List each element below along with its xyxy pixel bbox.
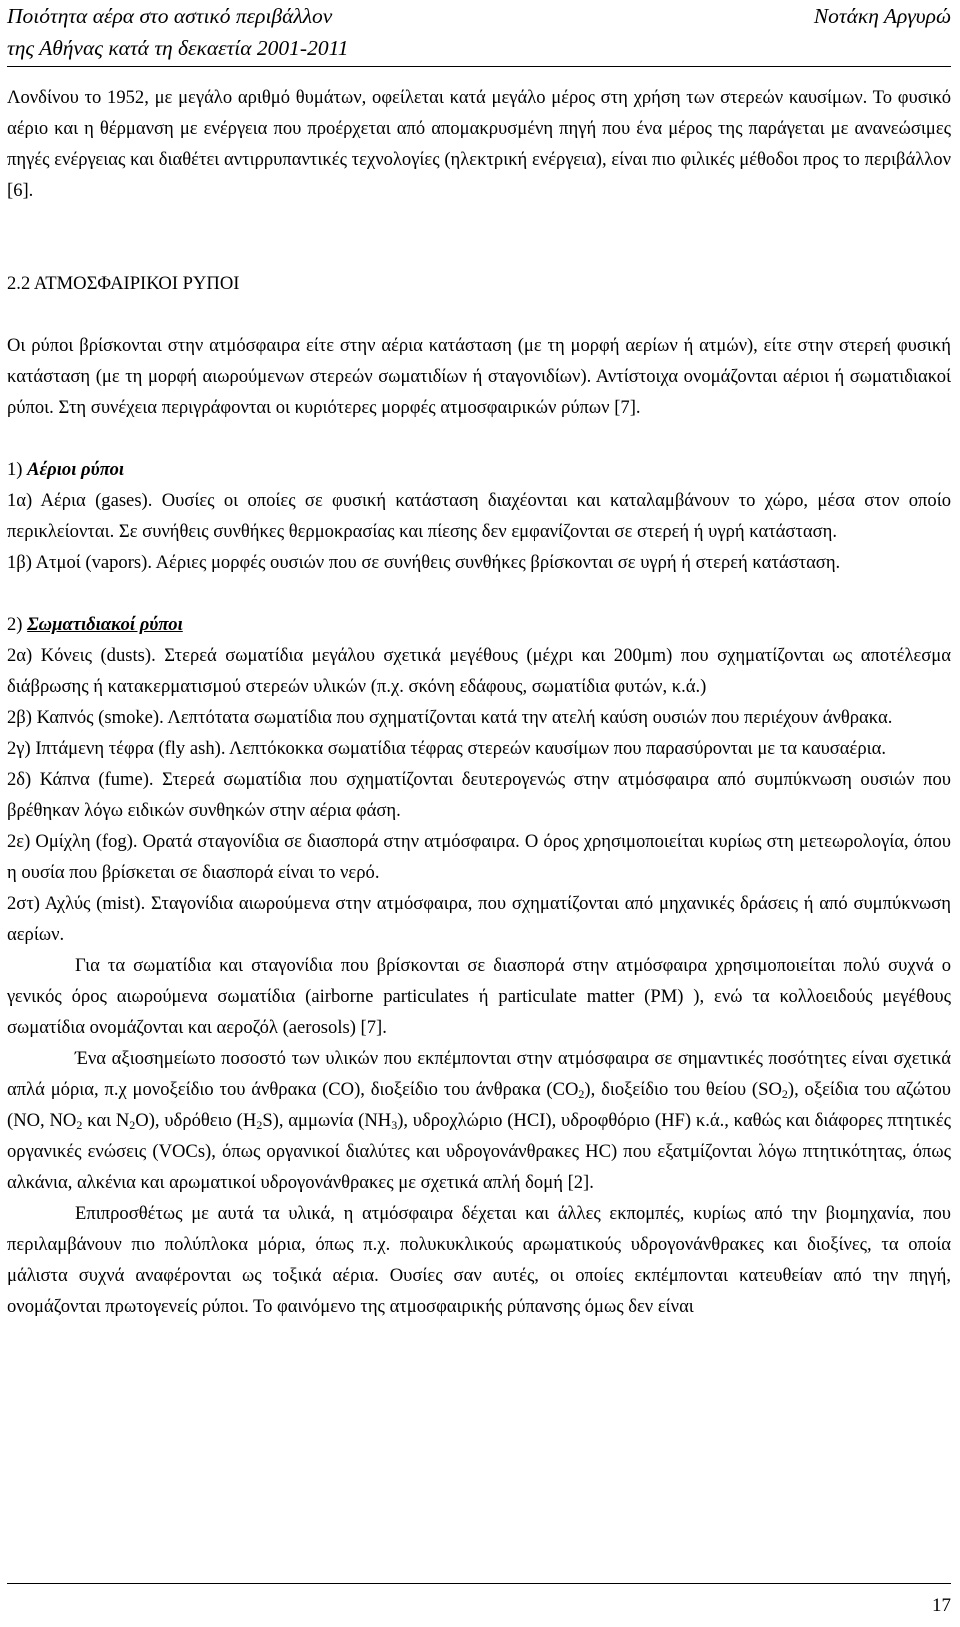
subscript: 2 (76, 1118, 83, 1132)
text-run: ), υδροχλώριο (HCI), υδροφθόριο (HF) κ.ά., καθώς και διάφορες πτητικές οργανικές ενώσεις (VOCs), όπως οργανικοί διαλύτες και υδρογονάνθρακες HC) που εξατμίζονται λόγω πτητικότητας, όπως αλκάνια, αλκένια και αρωματικοί υδρογονάνθρακες με σχετικά απλή δομή [2]. (7, 1110, 951, 1193)
paragraph-section-intro: Οι ρύποι βρίσκονται στην ατμόσφαιρα είτε στην αέρια κατάσταση (με τη μορφή αερίων ή ατμών), είτε στην στερεή φυσική κατάσταση (με τη μορφή αιωρούμενων στερεών σωματιδίων ή σταγονιδίων). Αντίστοιχα ονομάζονται αέριοι ή σωματιδιακοί ρύποι. Στη συνέχεια περιγράφονται οι κυριότερες μορφές ατμοσφαιρικών ρύπων [7]. (7, 335, 951, 418)
paragraph-emitted (7, 1043, 951, 1198)
subscript: 2 (256, 1118, 263, 1132)
header-author: Νοτάκη Αργυρώ (813, 4, 951, 28)
paragraph-intro: Λονδίνου το 1952, με μεγάλο αριθμό θυμάτων, οφείλεται κατά μεγάλο μέρος στη χρήση των στερεών καυσίμων. Το φυσικό αέριο και η θέρμανση με ενέργεια που προέρχεται από απομακρυσμένη πηγή που ένα μέρος της παράγεται με ανανεώσιμες πηγές ενέργειας και διαθέτει αντιρρυπαντικές τεχνολογίες (ηλεκτρική ενέργεια), είναι πιο φιλικές μέθοδοι προς το περιβάλλον [6]. (7, 87, 951, 201)
subheading-gaseous-title: Αέριοι ρύποι (27, 459, 125, 480)
text-run: O), υδρόθειο (H (135, 1110, 257, 1131)
text-run: και N (82, 1110, 130, 1131)
subscript: 2 (129, 1118, 136, 1132)
page-body (7, 82, 951, 1322)
subheading-gaseous (7, 454, 951, 485)
subheading-particulate-number: 2) (7, 614, 28, 635)
header-title (7, 0, 349, 64)
text-run: S), αμμωνία (NH (262, 1110, 392, 1131)
subheading-gaseous-number: 1) (7, 459, 28, 480)
list-item-fog: 2ε) Ομίχλη (fog). Ορατά σταγονίδια σε διασπορά στην ατμόσφαιρα. Ο όρος χρησιμοποιείται κυρίως στη μετεωρολογία, όπου η ουσία που βρίσκεται σε διασπορά είναι το νερό. (7, 831, 951, 883)
subheading-particulate (7, 609, 951, 640)
list-item-dust: 2α) Κόνεις (dusts). Στερεά σωματίδια μεγάλου σχετικά μεγέθους (μέχρι και 200μm) που σχηματίζονται ως αποτέλεσμα διάβρωσης ή κατακερματισμού στερεών υλικών (π.χ. σκόνη εδάφους, σωματίδια φυτών, κ.ά.) (7, 645, 951, 697)
subscript: 2 (781, 1087, 788, 1101)
text-run: Ένα αξιοσημείωτο ποσοστό των υλικών που εκπέμπονται στην ατμόσφαιρα σε σημαντικές ποσότητες είναι σχετικά απλά μόρια, π.χ μονοξείδιο του άνθρακα (CO), διοξείδιο του άνθρακα (CO (7, 1048, 951, 1100)
text-run: ), διοξείδιο του θείου (SO (584, 1079, 782, 1100)
header-title-line1: Ποιότητα αέρα στο αστικό περιβάλλον (7, 4, 333, 28)
list-item-gas: 1α) Αέρια (gases). Ουσίες οι οποίες σε φυσική κατάσταση διαχέονται και καταλαμβάνουν το χώρο, μέσα στον οποίο περικλείονται. Σε συνήθεις συνθήκες θερμοκρασίας και πίεσης δεν εμφανίζονται σε στερεή ή υγρή κατάσταση. (7, 490, 951, 542)
list-item-vapor: 1β) Ατμοί (vapors). Αέριες μορφές ουσιών που σε συνήθεις συνθήκες βρίσκονται σε υγρή ή στερεή κατάσταση. (7, 552, 841, 573)
list-item-mist: 2στ) Αχλύς (mist). Σταγονίδια αιωρούμενα στην ατμόσφαιρα, που σχηματίζονται από μηχανικές δράσεις ή από συμπύκνωση αερίων. (7, 893, 951, 945)
header-rule (7, 66, 951, 67)
section-heading: 2.2 ΑΤΜΟΣΦΑΙΡΙΚΟΙ ΡΥΠΟΙ (7, 273, 240, 294)
paragraph-airborne: Για τα σωματίδια και σταγονίδια που βρίσκονται σε διασπορά στην ατμόσφαιρα χρησιμοποιείται πολύ συχνά ο γενικός όρος αιωρούμενα σωματίδια (airborne particulates ή particulate matter (PM) ), ενώ τα κολλοειδούς μεγέθους σωματίδια ονομάζονται και αεροζόλ (aerosols) [7]. (7, 955, 951, 1038)
page-number: 17 (932, 1595, 951, 1616)
list-item-fly-ash: 2γ) Ιπτάμενη τέφρα (fly ash). Λεπτόκοκκα σωματίδια τέφρας στερεών καυσίμων που παρασύρονται με τα καυσαέρια. (7, 738, 887, 759)
footer-rule (7, 1583, 951, 1584)
subheading-particulate-title: Σωματιδιακοί ρύποι (27, 614, 183, 635)
list-item-smoke: 2β) Καπνός (smoke). Λεπτότατα σωματίδια που σχηματίζονται κατά την ατελή καύση ουσιών που περιέχουν άνθρακα. (7, 707, 893, 728)
text-run: ), οξείδια του αζώτου (NO, NO (7, 1079, 951, 1131)
list-item-fume: 2δ) Κάπνα (fume). Στερεά σωματίδια που σχηματίζονται δευτερογενώς στην ατμόσφαιρα από συμπύκνωση ουσιών που βρέθηκαν λόγω ειδικών συνθηκών στην αέρια φάση. (7, 769, 951, 821)
subscript: 3 (391, 1118, 398, 1132)
subscript: 2 (578, 1087, 585, 1101)
header-title-line2: της Αθήνας κατά τη δεκαετία 2001-2011 (7, 36, 349, 60)
paragraph-industry: Επιπροσθέτως με αυτά τα υλικά, η ατμόσφαιρα δέχεται και άλλες εκπομπές, κυρίως από την βιομηχανία, που περιλαμβάνουν πιο πολύπλοκα μόρια, όπως π.χ. πολυκυκλικούς αρωματικούς υδρογονάνθρακες και διοξίνες, τα οποία μάλιστα συχνά αναφέρονται ως τοξικά αέρια. Ουσίες σαν αυτές, οι οποίες εκπέμπονται κατευθείαν από την πηγή, ονομάζονται πρωτογενείς ρύποι. Το φαινόμενο της ατμοσφαιρικής ρύπανσης όμως δεν είναι (7, 1203, 951, 1317)
